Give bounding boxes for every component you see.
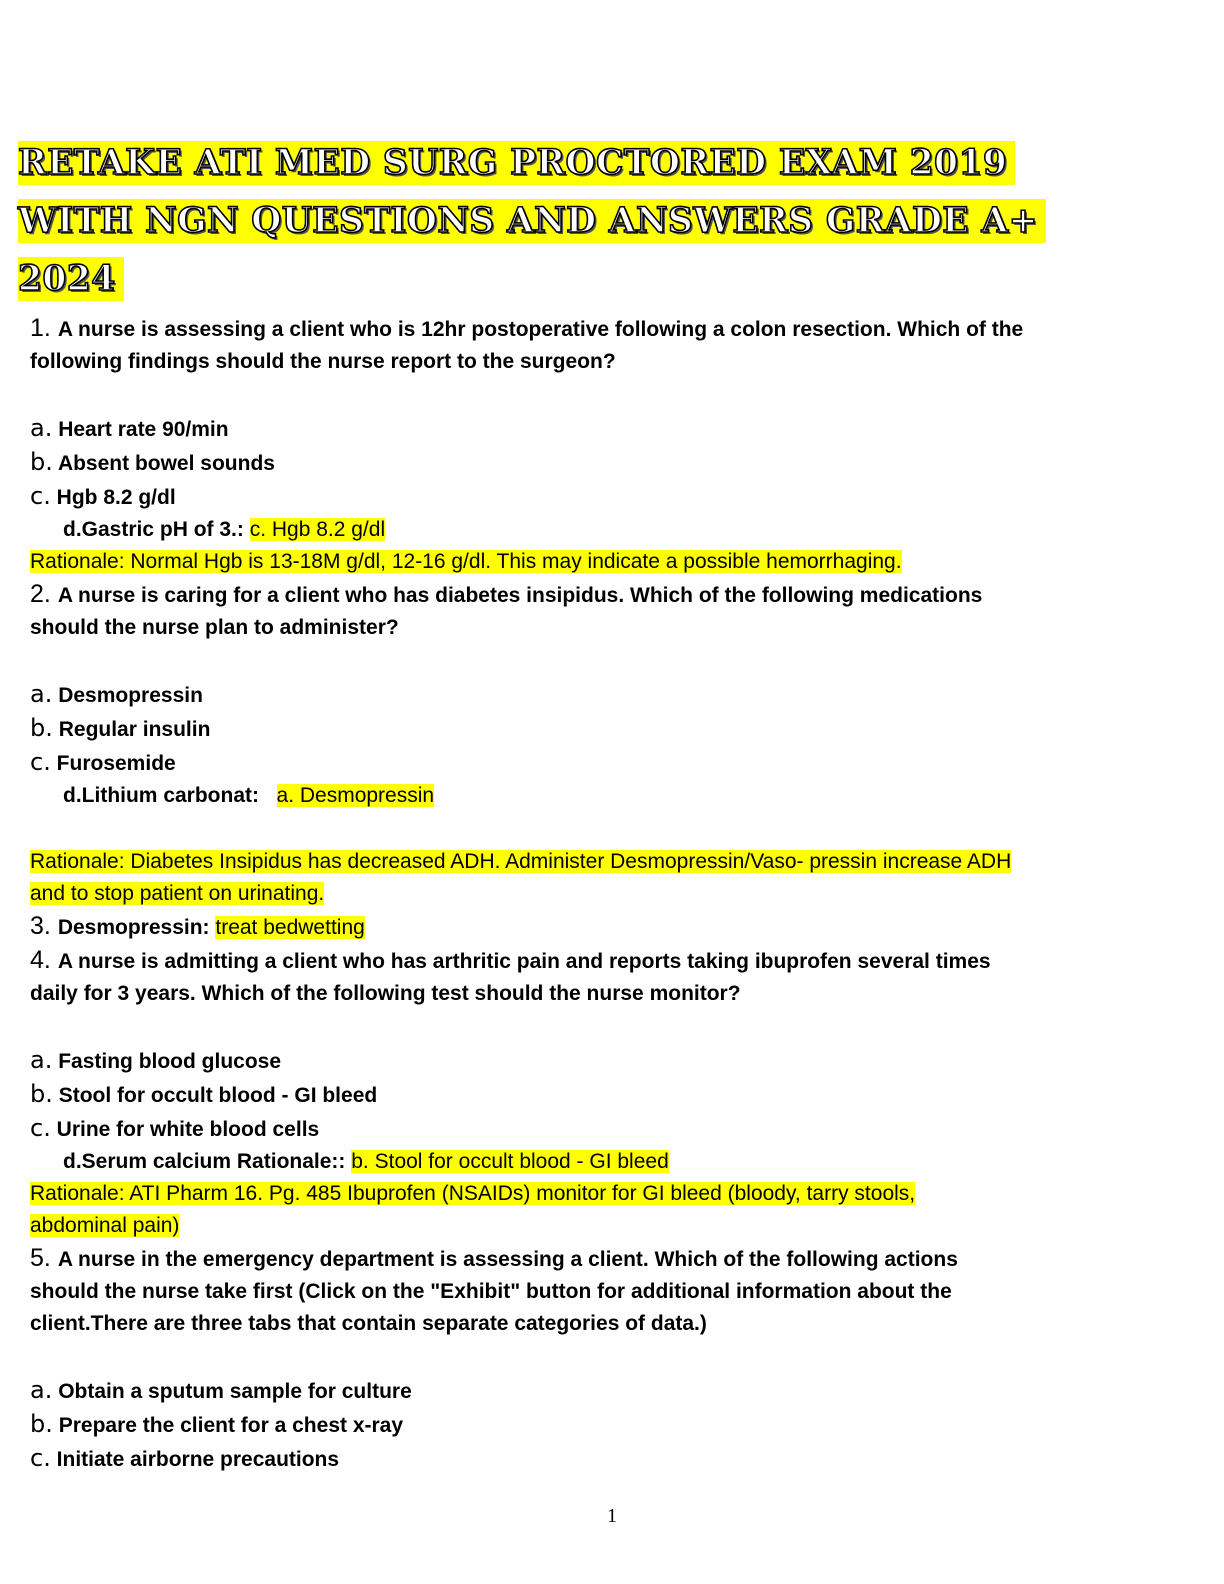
question-text: A nurse is admitting a client who has arthritic pain and reports taking ibuprofen several times	[57, 950, 991, 973]
question-1-line-1: 1. A nurse is assessing a client who is 12hr postoperative following a colon resection. Which of the	[30, 314, 1024, 342]
question-5	[30, 1242, 1190, 1476]
answer-highlight: c. Hgb 8.2 g/dl	[249, 518, 386, 541]
question-number: 5	[30, 1244, 44, 1272]
question-5-line-1: 5. A nurse in the emergency department is assessing a client. Which of the following actions	[30, 1244, 958, 1272]
option-a: a. Fasting blood glucose	[30, 1046, 282, 1074]
title-line-3: 2024	[18, 257, 124, 301]
option-a: a. Desmopressin	[30, 680, 203, 708]
option-b: b. Stool for occult blood - GI bleed	[30, 1080, 378, 1108]
question-4-line-1: 4. A nurse is admitting a client who has arthritic pain and reports taking ibuprofen several times	[30, 946, 991, 974]
rationale-line-1: Rationale: ATI Pharm 16. Pg. 485 Ibuprofen (NSAIDs) monitor for GI bleed (bloody, tarry stools,	[30, 1182, 916, 1205]
page-number: 1	[607, 1505, 617, 1527]
option-b: b. Prepare the client for a chest x-ray	[30, 1410, 404, 1438]
question-number: 1	[30, 314, 44, 342]
question-number: 2	[30, 580, 44, 608]
rationale: Rationale: Normal Hgb is 13-18M g/dl, 12-16 g/dl. This may indicate a possible hemorrhaging.	[30, 550, 902, 573]
title-line-1: RETAKE ATI MED SURG PROCTORED EXAM 2019	[18, 141, 1015, 185]
answer-highlight: b. Stool for occult blood - GI bleed	[351, 1150, 669, 1173]
answer-highlight: treat bedwetting	[215, 916, 365, 939]
document-body	[30, 312, 1190, 1476]
option-c: c. Furosemide	[30, 748, 176, 776]
question-2-line-1: 2. A nurse is caring for a client who has diabetes insipidus. Which of the following medications	[30, 580, 983, 608]
option-b: b. Regular insulin	[30, 714, 211, 742]
question-text: A nurse is assessing a client who is 12hr postoperative following a colon resection. Which of the	[57, 318, 1024, 341]
option-d: d.Serum calcium Rationale:: b. Stool for occult blood - GI bleed	[63, 1150, 669, 1173]
option-c: c. Urine for white blood cells	[30, 1114, 320, 1142]
rationale-line-2: abdominal pain)	[30, 1214, 180, 1237]
question-2	[30, 578, 1190, 910]
title-line-2: WITH NGN QUESTIONS AND ANSWERS GRADE A+	[18, 199, 1046, 243]
question-number: 3	[30, 912, 44, 940]
question-text: A nurse is caring for a client who has diabetes insipidus. Which of the following medications	[57, 584, 983, 607]
option-b: b. Absent bowel sounds	[30, 448, 275, 476]
option-a: a. Heart rate 90/min	[30, 414, 229, 442]
question-4-line-2: daily for 3 years. Which of the following test should the nurse monitor?	[30, 982, 741, 1005]
option-d: d.Gastric pH of 3.: c. Hgb 8.2 g/dl	[63, 518, 386, 541]
question-2-line-2: should the nurse plan to administer?	[30, 616, 399, 639]
answer-highlight: a. Desmopressin	[276, 784, 435, 807]
option-c: c. Hgb 8.2 g/dl	[30, 482, 176, 510]
option-a: a. Obtain a sputum sample for culture	[30, 1376, 412, 1404]
rationale-line-1: Rationale: Diabetes Insipidus has decreased ADH. Administer Desmopressin/Vaso- pressin increase ADH	[30, 850, 1012, 873]
question-5-line-2: should the nurse take first (Click on the "Exhibit" button for additional information about the	[30, 1280, 952, 1303]
question-3: 3. Desmopressin: treat bedwetting	[30, 912, 365, 940]
question-1	[30, 312, 1190, 578]
rationale-line-2: and to stop patient on urinating.	[30, 882, 325, 905]
document-title	[18, 134, 1188, 308]
question-4	[30, 944, 1190, 1242]
option-c: c. Initiate airborne precautions	[30, 1444, 340, 1472]
question-1-line-2: following findings should the nurse report to the surgeon?	[30, 350, 616, 373]
option-d: d.Lithium carbonat: a. Desmopressin	[63, 784, 435, 807]
question-text: Desmopressin:	[57, 916, 210, 939]
question-text: A nurse in the emergency department is assessing a client. Which of the following actions	[57, 1248, 958, 1271]
question-5-line-3: client.There are three tabs that contain separate categories of data.)	[30, 1312, 707, 1335]
question-number: 4	[30, 946, 44, 974]
